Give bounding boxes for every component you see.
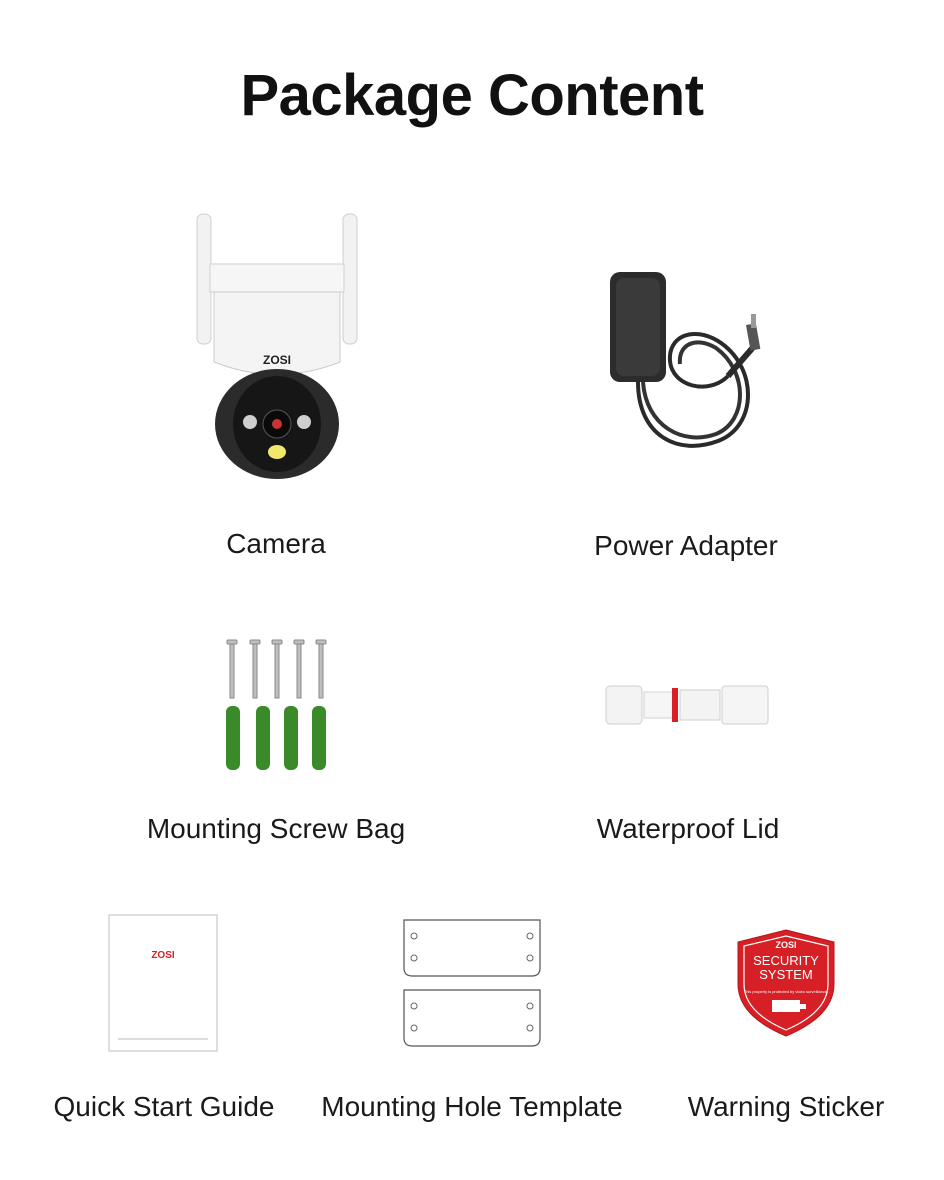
- sticker-fine-print: This property is protected by video surveillance.: [743, 989, 829, 994]
- mounting-screw-bag-image: [220, 636, 340, 776]
- mounting-hole-template-image: [402, 918, 542, 1050]
- page-title: Package Content: [240, 63, 704, 128]
- guide-brand: ZOSI: [151, 950, 175, 961]
- power-adapter-image: [598, 266, 778, 466]
- sticker-brand: ZOSI: [775, 940, 797, 950]
- warning-sticker-image: [734, 928, 838, 1038]
- camera-label: Camera: [226, 528, 326, 559]
- mounting-hole-template-label: Mounting Hole Template: [321, 1091, 623, 1122]
- sticker-line1: SECURITY: [753, 953, 819, 968]
- quick-start-guide-label: Quick Start Guide: [53, 1091, 275, 1122]
- sticker-line2: SYSTEM: [759, 967, 813, 982]
- mounting-screw-bag-label: Mounting Screw Bag: [146, 813, 406, 844]
- waterproof-lid-label: Waterproof Lid: [596, 813, 780, 844]
- camera-image: [192, 212, 362, 482]
- warning-sticker-label: Warning Sticker: [687, 1091, 885, 1122]
- camera-brand: ZOSI: [262, 353, 292, 367]
- power-adapter-label: Power Adapter: [594, 530, 778, 561]
- waterproof-lid-image: [604, 680, 774, 730]
- quick-start-guide-image: [108, 914, 218, 1052]
